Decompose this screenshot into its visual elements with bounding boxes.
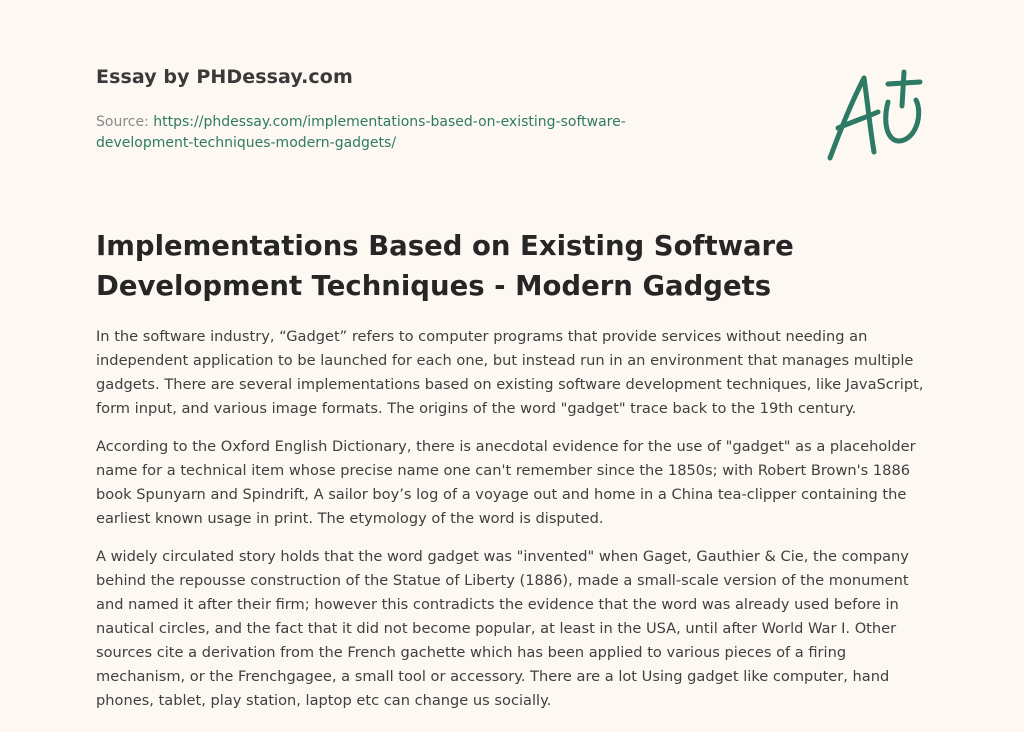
a-plus-grade-icon (818, 66, 930, 166)
site-brand: Essay by PHDessay.com (96, 66, 353, 88)
source-label: Source: (96, 114, 149, 130)
title-line-2: Development Techniques - Modern Gadgets (96, 270, 772, 302)
source-url-line2: development-techniques-modern-gadgets/ (96, 135, 397, 151)
article-body (96, 325, 928, 727)
source-url-line1: https://phdessay.com/implementations-based-on-existing-software- (153, 114, 626, 130)
paragraph: In the software industry, “Gadget” refers to computer programs that provide services without needing an independent application to be launched for each one, but instead run in an environment that manages multiple gadgets. There are several implementations based on existing software development techniques, like JavaScript, form input, and various image formats. The origins of the word "gadget" trace back to the 19th century. (96, 328, 924, 417)
paragraph: According to the Oxford English Dictionary, there is anecdotal evidence for the use of "gadget" as a placeholder name for a technical item whose precise name one can't remember since the 1850s; with Robert Brown's 1886 book Spunyarn and Spindrift, A sailor boy’s log of a voyage out and home in a China tea-clipper containing the earliest known usage in print. The etymology of the word is disputed. (96, 438, 916, 527)
title-line-1: Implementations Based on Existing Software (96, 230, 794, 262)
source-line (96, 112, 696, 154)
article-title (96, 226, 896, 306)
source-link[interactable] (96, 114, 626, 151)
paragraph: A widely circulated story holds that the word gadget was "invented" when Gaget, Gauthier & Cie, the company behind the repousse construction of the Statue of Liberty (1886), made a small-scale version of the monument and named it after their firm; however this contradicts the evidence that the word was already used before in nautical circles, and the fact that it did not become popular, at least in the USA, until after World War I. Other sources cite a derivation from the French gachette which has been applied to various pieces of a firing mechanism, or the Frenchgagee, a small tool or accessory. There are a lot Using gadget like computer, hand phones, tablet, play station, laptop etc can change us socially. (96, 548, 909, 709)
